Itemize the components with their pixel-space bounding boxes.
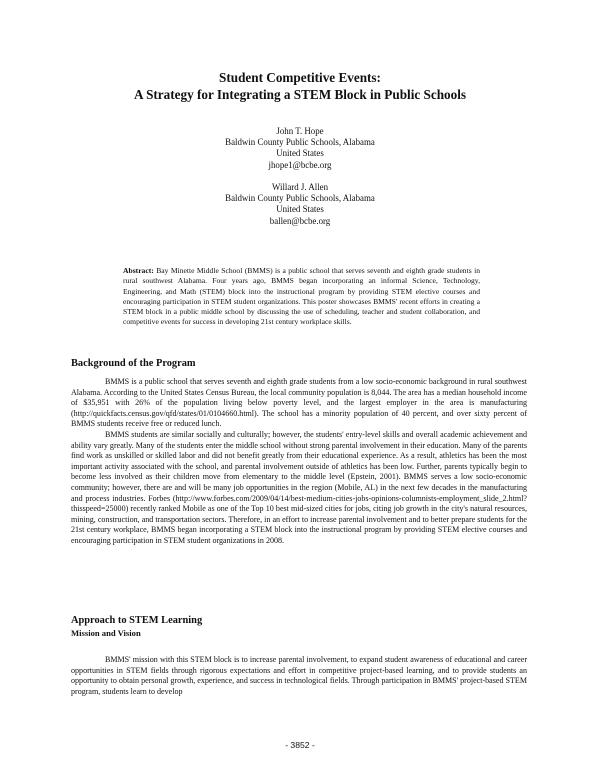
section-body-approach: [71, 655, 527, 697]
abstract-text: Bay Minette Middle School (BMMS) is a public school that serves seventh and eighth grade students in rural southwest Alabama. Four years ago, BMMS began incorporating an informal Science, Technology, Engineering, and Math (STEM) block into the instructional program by providing STEM elective courses and encouraging participation in STEM student organizations. This poster showcases BMMS' recent efforts in creating a STEM block in a public middle school by discussing the use of scheduling, teacher and student collaboration, and competitive events for success in developing 21st century workplace skills.: [123, 266, 480, 327]
author-name: John T. Hope: [276, 126, 324, 136]
abstract: [123, 266, 480, 328]
author-block-1: [100, 126, 500, 171]
section-heading-background: Background of the Program: [71, 358, 196, 369]
subsection-heading-mission: Mission and Vision: [71, 628, 141, 638]
author-country: United States: [276, 204, 324, 215]
section-body-background: [71, 377, 527, 547]
abstract-label: Abstract:: [123, 266, 154, 275]
paragraph: BMMS' mission with this STEM block is to increase parental involvement, to expand student awareness of educational and career opportunities in STEM fields through rigorous expectations and effort in competitive project-based learning, and to provide students an opportunity to obtain personal growth, experience, and success in technological fields. Through participation in BMMS' project-based STEM program, students learn to develop: [71, 655, 527, 696]
author-country: United States: [276, 148, 324, 159]
author-affiliation: Baldwin County Public Schools, Alabama: [225, 193, 375, 204]
author-email: jhope1@bcbe.org: [268, 159, 332, 170]
author-block-2: [100, 182, 500, 227]
author-email: ballen@bcbe.org: [269, 215, 331, 226]
author-affiliation: Baldwin County Public Schools, Alabama: [225, 137, 375, 148]
section-heading-approach: Approach to STEM Learning: [71, 615, 203, 626]
paragraph: BMMS students are similar socially and culturally; however, the students' entry-level skills and overall academic achievement and ability vary greatly. Many of the students enter the middle school without strong parental involvement in their education. Many of the parents find work as unskilled or skilled labor and did not benefit greatly from their educational experience. As a result, athletics has been the most important activity associated with the school, and parental involvement outside of athletics has been low. Further, parents typically begin to become less involved as their children move from elementary to the middle level (Epstein, 2001). BMMS serves a low socio-economic community; however, there are and will be many job opportunities in the region (Mobile, AL) in the next few decades in the manufacturing and process industries. Forbes (http://www.forbes.com/2009/04/14/best-medium-cities-jobs-opinions-columnists-employment_slide_2.html?thisspeed=25000) recently ranked Mobile as one of the Top 10 best mid-sized cities for jobs, citing job growth in the city's natural resources, mining, construction, and transportation sectors. Therefore, in an effort to increase parental involvement and to better prepare students for the 21st century workplace, BMMS began incorporating a STEM block into the instructional program by providing STEM elective courses and encouraging participation in STEM student organizations in 2008.: [71, 429, 527, 545]
page-number: - 3852 -: [285, 740, 315, 750]
paper-title: [70, 69, 530, 103]
title-line-2: A Strategy for Integrating a STEM Block in Public Schools: [133, 87, 467, 102]
title-line-1: Student Competitive Events:: [219, 70, 381, 85]
author-name: Willard J. Allen: [271, 182, 329, 192]
paragraph: BMMS is a public school that serves seventh and eighth grade students from a low socio-economic background in rural southwest Alabama. According to the United States Census Bureau, the local community population is 8,044. The area has a median household income of $35,951 with 26% of the population living below poverty level, and the largest employer in the area is manufacturing (http://quickfacts.census.gov/qfd/states/01/0104660.html). The school has a minority population of 40 percent, and over sixty percent of BMMS students receive free or reduced lunch.: [71, 377, 527, 429]
